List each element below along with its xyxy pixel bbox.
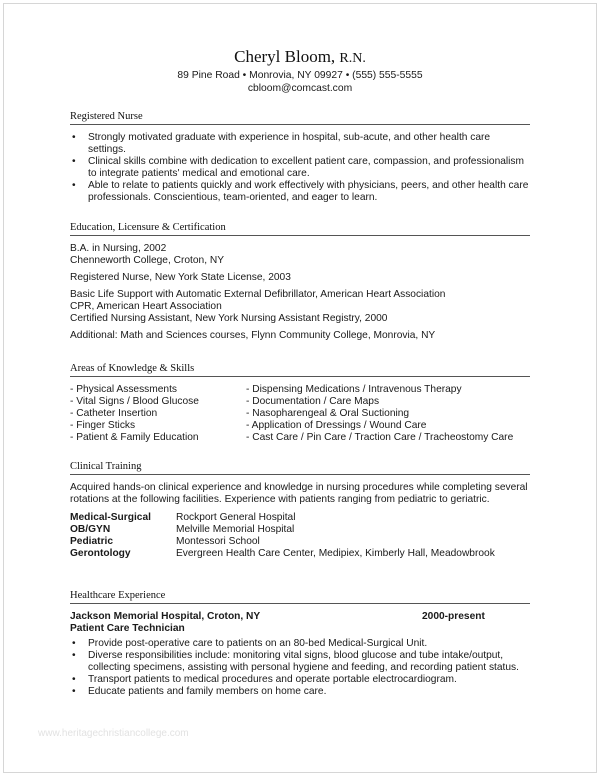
skills-column-right bbox=[246, 384, 530, 444]
watermark: www.heritagechristiancollege.com bbox=[38, 728, 189, 739]
training-table bbox=[70, 512, 495, 560]
school-text: Chenneworth College, Croton, NY bbox=[70, 255, 225, 266]
training-intro: Acquired hands-on clinical experience and knowledge in nursing procedures while completing several rotations at the following facilities. Experience with patients ranging from pediatric to geriatric. bbox=[70, 482, 528, 505]
education-title: Education, Licensure & Certification bbox=[70, 221, 530, 236]
skill-item: - Physical Assessments bbox=[70, 384, 178, 395]
summary-list bbox=[70, 132, 530, 204]
training-area: Medical-Surgical bbox=[70, 512, 151, 523]
training-place: Melville Memorial Hospital bbox=[176, 524, 295, 535]
job-title: Patient Care Technician bbox=[70, 623, 185, 634]
training-place: Rockport General Hospital bbox=[176, 512, 296, 523]
summary-bullet: • Clinical skills combine with dedication to excellent patient care, compassion, and professionalism to integrate patients' medical and emotional care. bbox=[70, 156, 530, 180]
contact-line: 89 Pine Road • Monrovia, NY 09927 • (555) 555-5555 bbox=[177, 70, 423, 81]
skill-item: - Finger Sticks bbox=[70, 420, 136, 431]
candidate-name-text: Cheryl Bloom, bbox=[234, 47, 336, 66]
skill-item: - Catheter Insertion bbox=[70, 408, 158, 419]
cert-text: Certified Nursing Assistant, New York Nursing Assistant Registry, 2000 bbox=[70, 313, 388, 324]
experience-title: Healthcare Experience bbox=[70, 589, 530, 604]
experience-section bbox=[70, 589, 530, 698]
cert-text: Basic Life Support with Automatic External Defibrillator, American Heart Association bbox=[70, 289, 446, 300]
table-row bbox=[70, 524, 495, 536]
training-section bbox=[70, 460, 530, 560]
skill-item: - Documentation / Care Maps bbox=[246, 396, 380, 407]
candidate-name bbox=[0, 47, 600, 69]
education-certifications bbox=[70, 289, 530, 325]
experience-bullet: • Diverse responsibilities include: monitoring vital signs, blood glucose and tube intake/output, collecting specimens, assisting with personal hygiene and feeding, and recording patient status. bbox=[70, 650, 530, 674]
experience-bullet: • Educate patients and family members on home care. bbox=[70, 686, 530, 698]
education-degree bbox=[70, 243, 530, 267]
experience-bullet: • Transport patients to medical procedures and operate portable electrocardiogram. bbox=[70, 674, 530, 686]
training-title: Clinical Training bbox=[70, 460, 530, 475]
employer-name: Jackson Memorial Hospital, Croton, NY bbox=[70, 611, 261, 622]
training-area: Pediatric bbox=[70, 536, 114, 547]
table-row bbox=[70, 536, 495, 548]
skills-title: Areas of Knowledge & Skills bbox=[70, 362, 530, 377]
training-place: Montessori School bbox=[176, 536, 260, 547]
skill-item: - Vital Signs / Blood Glucose bbox=[70, 396, 199, 407]
email-address: cbloom@comcast.com bbox=[247, 83, 353, 94]
table-row bbox=[70, 548, 495, 560]
training-place: Evergreen Health Care Center, Medipiex, Kimberly Hall, Meadowbrook bbox=[176, 548, 495, 559]
summary-section bbox=[70, 110, 530, 204]
table-row bbox=[70, 512, 495, 524]
experience-bullet: • Provide post-operative care to patients on an 80-bed Medical-Surgical Unit. bbox=[70, 638, 530, 650]
education-additional: Additional: Math and Sciences courses, Flynn Community College, Monrovia, NY bbox=[70, 330, 436, 341]
summary-bullet: • Strongly motivated graduate with experience in hospital, sub-acute, and other health care settings. bbox=[70, 132, 530, 156]
training-area: Gerontology bbox=[70, 548, 131, 559]
degree-text: B.A. in Nursing, 2002 bbox=[70, 243, 167, 254]
training-area: OB/GYN bbox=[70, 524, 111, 535]
skill-item: - Application of Dressings / Wound Care bbox=[246, 420, 427, 431]
cert-text: CPR, American Heart Association bbox=[70, 301, 222, 312]
skill-item: - Dispensing Medications / Intravenous Therapy bbox=[246, 384, 462, 395]
summary-bullet: • Able to relate to patients quickly and work effectively with physicians, peers, and other health care professionals. Conscientious, team-oriented, and eager to learn. bbox=[70, 180, 530, 204]
skills-columns bbox=[70, 384, 530, 444]
experience-list bbox=[70, 638, 530, 698]
education-license: Registered Nurse, New York State License, 2003 bbox=[70, 272, 291, 283]
skills-section bbox=[70, 362, 530, 444]
skill-item: - Patient & Family Education bbox=[70, 432, 199, 443]
candidate-credential: R.N. bbox=[339, 51, 366, 66]
resume-header bbox=[0, 47, 600, 95]
summary-title: Registered Nurse bbox=[70, 110, 530, 125]
education-section bbox=[70, 221, 530, 347]
employment-dates: 2000-present bbox=[422, 611, 485, 622]
job-header bbox=[70, 611, 530, 623]
skill-item: - Cast Care / Pin Care / Traction Care / Tracheostomy Care bbox=[246, 432, 514, 443]
skills-column-left bbox=[70, 384, 246, 444]
skill-item: - Nasopharengeal & Oral Suctioning bbox=[246, 408, 410, 419]
